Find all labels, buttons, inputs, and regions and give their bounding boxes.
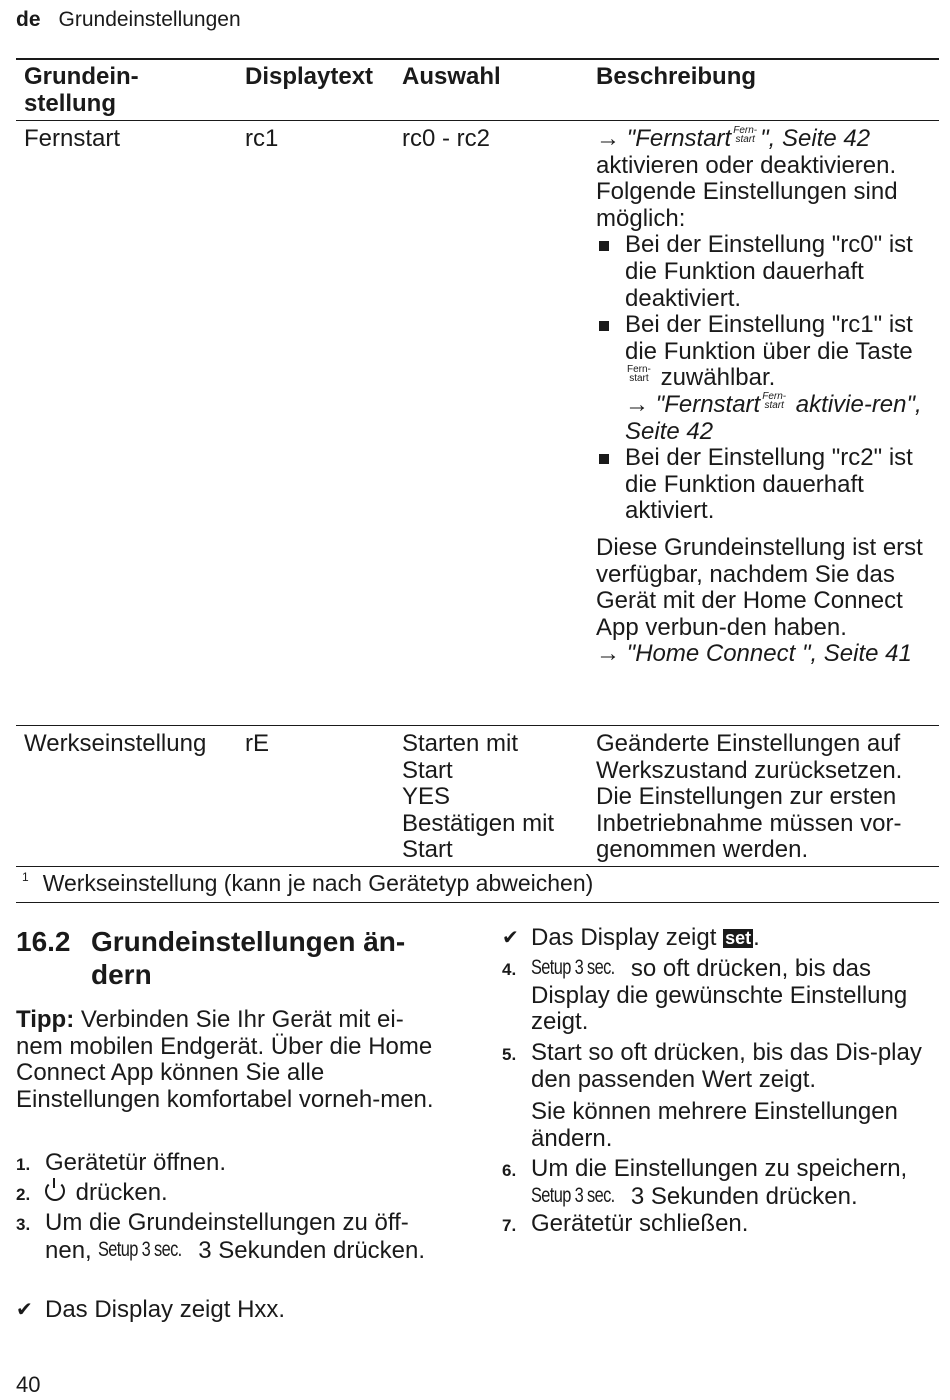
result-line: ✔ Das Display zeigt set. xyxy=(502,924,760,951)
list-item: 2. drücken. xyxy=(16,1179,168,1206)
cross-reference: → "Fernstart Fern- start ", Seite 42 xyxy=(596,125,871,152)
display-text: rE xyxy=(245,730,269,757)
list-item: Bei der Einstellung "rc2" ist die Funktion dauerhaft aktiviert. xyxy=(596,445,936,525)
language-tag: de xyxy=(16,8,41,31)
remote-start-icon: Fern- start xyxy=(762,390,787,411)
description xyxy=(596,126,936,668)
power-icon xyxy=(45,1181,65,1201)
table-bottom-rule xyxy=(16,866,939,867)
header-displaytext: Displaytext xyxy=(245,63,374,90)
setup-key-label: Setup 3 sec. xyxy=(531,956,615,979)
availability-note: Diese Grundeinstellung ist erst verfügbar, nachdem Sie das Gerät mit der Home Connect App verbun-den haben. xyxy=(596,533,923,641)
section-heading: 16.2 Grundeinstellungen än- dern xyxy=(16,926,406,990)
description-text: aktivieren oder deaktivieren. Folgende Einstellungen sind möglich: xyxy=(596,151,898,232)
header-title: Grundeinstellungen xyxy=(58,8,241,31)
check-icon: ✔ xyxy=(502,927,519,949)
header-auswahl: Auswahl xyxy=(402,63,501,90)
bullet-square-icon xyxy=(599,321,609,331)
table-top-rule xyxy=(16,58,939,60)
header-beschreibung: Beschreibung xyxy=(596,63,757,90)
list-item: Bei der Einstellung "rc0" ist die Funktion dauerhaft deaktiviert. xyxy=(596,232,936,312)
list-item: 3. Um die Grundeinstellungen zu öff-nen, Setup 3 sec. 3 Sekunden drücken. xyxy=(16,1209,426,1264)
selection-steps: Starten mit Start YES Bestätigen mit Start xyxy=(402,730,555,864)
selection-range: rc0 - rc2 xyxy=(402,125,491,152)
setting-name: Werkseinstellung xyxy=(24,730,207,757)
header-grundeinstellung: Grundein- stellung xyxy=(24,63,139,117)
list-item: 7. Gerätetür schließen. xyxy=(502,1210,749,1237)
list-item: 4. Setup 3 sec. so oft drücken, bis das Display die gewünschte Einstellung zeigt. xyxy=(502,955,908,1036)
options-list xyxy=(596,232,936,525)
bullet-square-icon xyxy=(599,454,609,464)
setup-key-label: Setup 3 sec. xyxy=(98,1237,182,1261)
tip-paragraph: Tipp: Verbinden Sie Ihr Gerät mit ei-nem mobilen Endgerät. Über die Home Connect App können Sie alle Einstellungen komfortabel vorneh-men. xyxy=(16,1006,434,1113)
display-text: rc1 xyxy=(245,125,279,152)
list-item: 6. Um die Einstellungen zu speichern, Setup 3 sec. 3 Sekunden drücken. xyxy=(502,1155,908,1210)
table-footnote: $^1$ Werkseinstellung (kann je nach Gerätetyp abweichen) xyxy=(22,870,594,896)
setup-key-label: Setup 3 sec. xyxy=(531,1183,615,1207)
check-icon: ✔ xyxy=(16,1299,33,1321)
set-display-badge: set xyxy=(725,928,752,948)
page-header xyxy=(16,8,241,32)
page-number: 40 xyxy=(16,1372,41,1397)
list-item: 5. Start so oft drücken, bis das Dis-play den passenden Wert zeigt. Sie können mehrere Einstellungen ändern. xyxy=(502,1039,922,1152)
cross-reference: → "Fernstart Fern- start aktivie-ren", Seite 42 xyxy=(625,390,922,445)
table-header-rule xyxy=(16,120,939,121)
list-item: 1. Gerätetür öffnen. xyxy=(16,1149,227,1176)
result-line: ✔ Das Display zeigt Hxx. xyxy=(16,1296,286,1323)
footnote-rule xyxy=(16,902,939,903)
setting-name: Fernstart xyxy=(24,125,121,152)
bullet-square-icon xyxy=(599,241,609,251)
list-item: Bei der Einstellung "rc1" ist die Funktion über die Taste Fern- start zuwählbar. → "Fernstart Fern- start aktivie-ren", Seite 42 xyxy=(596,312,936,445)
remote-start-icon: Fern- start xyxy=(733,125,758,145)
table-row-rule xyxy=(16,725,939,726)
cross-reference: → "Home Connect ", Seite 41 xyxy=(596,640,912,668)
start-key-label: Start xyxy=(531,1039,582,1066)
remote-start-icon: Fern- start xyxy=(627,364,651,385)
description: Geänderte Einstellungen auf Werkszustand zurücksetzen. Die Einstellungen zur ersten Inbetriebnahme müssen vor-genommen werden. xyxy=(596,730,903,864)
